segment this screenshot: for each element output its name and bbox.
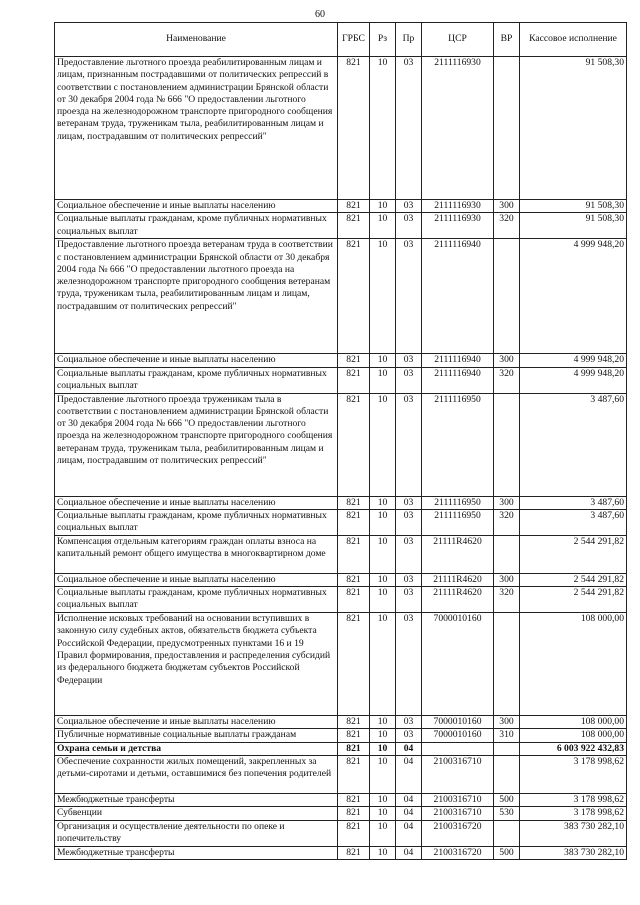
row-amount: 3 178 998,62 bbox=[520, 807, 627, 820]
row-amount: 3 487,60 bbox=[520, 509, 627, 535]
row-vr: 300 bbox=[494, 496, 520, 509]
row-pr: 03 bbox=[396, 535, 422, 573]
row-csr: 21111R4620 bbox=[422, 573, 494, 586]
row-grbs: 821 bbox=[338, 613, 370, 716]
row-csr: 7000010160 bbox=[422, 716, 494, 729]
table-row bbox=[55, 716, 627, 729]
table-header-row bbox=[55, 23, 627, 57]
row-amount: 2 544 291,82 bbox=[520, 573, 627, 586]
row-name: Социальные выплаты гражданам, кроме публичных нормативных социальных выплат bbox=[55, 213, 338, 239]
table-row bbox=[55, 200, 627, 213]
row-pr: 03 bbox=[396, 239, 422, 354]
row-amount: 4 999 948,20 bbox=[520, 367, 627, 393]
header-rz: Рз bbox=[370, 23, 396, 57]
row-vr bbox=[494, 57, 520, 200]
row-name: Социальное обеспечение и иные выплаты населению bbox=[55, 496, 338, 509]
row-rz: 10 bbox=[370, 807, 396, 820]
row-amount: 91 508,30 bbox=[520, 57, 627, 200]
header-amount: Кассовое исполнение bbox=[520, 23, 627, 57]
row-pr: 04 bbox=[396, 820, 422, 846]
row-name: Охрана семьи и детства bbox=[55, 742, 338, 755]
row-rz: 10 bbox=[370, 794, 396, 807]
row-grbs: 821 bbox=[338, 716, 370, 729]
row-rz: 10 bbox=[370, 354, 396, 367]
row-pr: 03 bbox=[396, 509, 422, 535]
row-pr: 03 bbox=[396, 200, 422, 213]
row-amount: 383 730 282,10 bbox=[520, 820, 627, 846]
row-grbs: 821 bbox=[338, 393, 370, 496]
row-csr: 2100316720 bbox=[422, 820, 494, 846]
table-row bbox=[55, 846, 627, 859]
row-pr: 04 bbox=[396, 794, 422, 807]
row-name: Социальное обеспечение и иные выплаты населению bbox=[55, 200, 338, 213]
row-amount: 4 999 948,20 bbox=[520, 239, 627, 354]
table-row bbox=[55, 535, 627, 573]
row-rz: 10 bbox=[370, 613, 396, 716]
row-name: Межбюджетные трансферты bbox=[55, 846, 338, 859]
row-name: Социальные выплаты гражданам, кроме публичных нормативных социальных выплат bbox=[55, 367, 338, 393]
table-row bbox=[55, 239, 627, 354]
row-amount: 2 544 291,82 bbox=[520, 535, 627, 573]
row-grbs: 821 bbox=[338, 729, 370, 742]
table-row bbox=[55, 742, 627, 755]
row-grbs: 821 bbox=[338, 239, 370, 354]
row-csr: 2111116950 bbox=[422, 496, 494, 509]
table-row bbox=[55, 807, 627, 820]
row-rz: 10 bbox=[370, 573, 396, 586]
row-grbs: 821 bbox=[338, 846, 370, 859]
row-pr: 03 bbox=[396, 496, 422, 509]
row-csr: 7000010160 bbox=[422, 729, 494, 742]
row-amount: 6 003 922 432,83 bbox=[520, 742, 627, 755]
row-amount: 91 508,30 bbox=[520, 213, 627, 239]
row-csr: 21111R4620 bbox=[422, 587, 494, 613]
row-csr: 2111116930 bbox=[422, 200, 494, 213]
row-vr: 320 bbox=[494, 509, 520, 535]
row-name: Социальное обеспечение и иные выплаты населению bbox=[55, 573, 338, 586]
row-name: Субвенции bbox=[55, 807, 338, 820]
row-rz: 10 bbox=[370, 716, 396, 729]
row-vr bbox=[494, 239, 520, 354]
row-name: Предоставление льготного проезда труженикам тыла в соответствии с постановлением администрации Брянской области от 30 декабря 2004 года № 666 "О предоставлении льготного проезда на железнодорожном транспорте пригородного сообщения ветеранам труда, труженикам тыла, реабилитированным лицам и лицам, пострадавшим от политических репрессий" bbox=[55, 393, 338, 496]
row-pr: 03 bbox=[396, 716, 422, 729]
row-pr: 03 bbox=[396, 393, 422, 496]
header-name: Наименование bbox=[55, 23, 338, 57]
row-vr: 320 bbox=[494, 367, 520, 393]
row-rz: 10 bbox=[370, 820, 396, 846]
row-csr: 2111116940 bbox=[422, 367, 494, 393]
row-grbs: 821 bbox=[338, 820, 370, 846]
row-rz: 10 bbox=[370, 367, 396, 393]
row-csr bbox=[422, 742, 494, 755]
row-pr: 03 bbox=[396, 367, 422, 393]
row-vr bbox=[494, 393, 520, 496]
row-vr: 500 bbox=[494, 794, 520, 807]
row-amount: 91 508,30 bbox=[520, 200, 627, 213]
row-pr: 03 bbox=[396, 587, 422, 613]
row-grbs: 821 bbox=[338, 587, 370, 613]
row-vr bbox=[494, 613, 520, 716]
table-row bbox=[55, 729, 627, 742]
row-csr: 2111116940 bbox=[422, 239, 494, 354]
header-csr: ЦСР bbox=[422, 23, 494, 57]
row-amount: 2 544 291,82 bbox=[520, 587, 627, 613]
row-rz: 10 bbox=[370, 729, 396, 742]
row-grbs: 821 bbox=[338, 509, 370, 535]
row-rz: 10 bbox=[370, 57, 396, 200]
row-csr: 2100316720 bbox=[422, 846, 494, 859]
row-rz: 10 bbox=[370, 742, 396, 755]
budget-execution-table bbox=[54, 22, 627, 860]
row-amount: 4 999 948,20 bbox=[520, 354, 627, 367]
row-rz: 10 bbox=[370, 393, 396, 496]
row-name: Предоставление льготного проезда реабилитированным лицам и лицам, признанным пострадавшими от политических репрессий в соответствии с постановлением администрации Брянской области от 30 декабря 2004 года № 666 "О предоставлении льготного проезда на железнодорожном транспорте пригородного сообщения ветеранам труда, труженикам тыла, реабилитированным лицам и лицам, пострадавшим от политических репрессий" bbox=[55, 57, 338, 200]
row-pr: 04 bbox=[396, 807, 422, 820]
row-grbs: 821 bbox=[338, 756, 370, 794]
row-rz: 10 bbox=[370, 239, 396, 354]
row-vr: 320 bbox=[494, 587, 520, 613]
row-vr bbox=[494, 535, 520, 573]
row-csr: 2111116930 bbox=[422, 213, 494, 239]
row-vr bbox=[494, 820, 520, 846]
header-pr: Пр bbox=[396, 23, 422, 57]
row-rz: 10 bbox=[370, 846, 396, 859]
row-name: Публичные нормативные социальные выплаты гражданам bbox=[55, 729, 338, 742]
row-grbs: 821 bbox=[338, 742, 370, 755]
row-vr: 310 bbox=[494, 729, 520, 742]
row-pr: 03 bbox=[396, 354, 422, 367]
row-rz: 10 bbox=[370, 756, 396, 794]
row-name: Межбюджетные трансферты bbox=[55, 794, 338, 807]
table-row bbox=[55, 820, 627, 846]
row-amount: 3 178 998,62 bbox=[520, 794, 627, 807]
row-csr: 21111R4620 bbox=[422, 535, 494, 573]
row-rz: 10 bbox=[370, 509, 396, 535]
row-grbs: 821 bbox=[338, 496, 370, 509]
row-amount: 383 730 282,10 bbox=[520, 846, 627, 859]
row-csr: 2100316710 bbox=[422, 756, 494, 794]
row-grbs: 821 bbox=[338, 213, 370, 239]
row-vr: 300 bbox=[494, 354, 520, 367]
row-vr: 320 bbox=[494, 213, 520, 239]
row-name: Социальное обеспечение и иные выплаты населению bbox=[55, 354, 338, 367]
table-row bbox=[55, 613, 627, 716]
row-grbs: 821 bbox=[338, 794, 370, 807]
table-row bbox=[55, 573, 627, 586]
row-csr: 2111116950 bbox=[422, 393, 494, 496]
header-vr: ВР bbox=[494, 23, 520, 57]
row-pr: 04 bbox=[396, 846, 422, 859]
row-csr: 2100316710 bbox=[422, 807, 494, 820]
row-vr bbox=[494, 742, 520, 755]
row-pr: 04 bbox=[396, 756, 422, 794]
row-grbs: 821 bbox=[338, 535, 370, 573]
row-amount: 3 178 998,62 bbox=[520, 756, 627, 794]
row-grbs: 821 bbox=[338, 57, 370, 200]
row-pr: 03 bbox=[396, 213, 422, 239]
row-amount: 108 000,00 bbox=[520, 716, 627, 729]
row-name: Социальные выплаты гражданам, кроме публичных нормативных социальных выплат bbox=[55, 509, 338, 535]
table-row bbox=[55, 496, 627, 509]
table-row bbox=[55, 587, 627, 613]
row-amount: 3 487,60 bbox=[520, 496, 627, 509]
row-rz: 10 bbox=[370, 535, 396, 573]
row-pr: 03 bbox=[396, 573, 422, 586]
table-row bbox=[55, 57, 627, 200]
row-grbs: 821 bbox=[338, 354, 370, 367]
row-vr: 530 bbox=[494, 807, 520, 820]
row-csr: 2111116950 bbox=[422, 509, 494, 535]
row-grbs: 821 bbox=[338, 573, 370, 586]
table-row bbox=[55, 213, 627, 239]
row-name: Компенсация отдельным категориям граждан оплаты взноса на капитальный ремонт общего имущества в многоквартирном доме bbox=[55, 535, 338, 573]
row-name: Обеспечение сохранности жилых помещений, закрепленных за детьми-сиротами и детьми, оставшимися без попечения родителей bbox=[55, 756, 338, 794]
row-csr: 2100316710 bbox=[422, 794, 494, 807]
row-grbs: 821 bbox=[338, 807, 370, 820]
row-grbs: 821 bbox=[338, 200, 370, 213]
row-rz: 10 bbox=[370, 587, 396, 613]
table-row bbox=[55, 354, 627, 367]
row-rz: 10 bbox=[370, 213, 396, 239]
row-name: Предоставление льготного проезда ветеранам труда в соответствии с постановлением администрации Брянской области от 30 декабря 2004 года № 666 "О предоставлении льготного проезда на железнодорожном транспорте пригородного сообщения ветеранам труда, труженикам тыла, реабилитированным лицам и лицам, пострадавшим от политических репрессий" bbox=[55, 239, 338, 354]
row-vr bbox=[494, 756, 520, 794]
row-pr: 03 bbox=[396, 613, 422, 716]
row-amount: 3 487,60 bbox=[520, 393, 627, 496]
row-rz: 10 bbox=[370, 200, 396, 213]
header-grbs: ГРБС bbox=[338, 23, 370, 57]
row-rz: 10 bbox=[370, 496, 396, 509]
table-row bbox=[55, 393, 627, 496]
row-name: Исполнение исковых требований на основании вступивших в законную силу судебных актов, обязательств бюджета субъекта Российской Федерации, предусмотренных пунктами 16 и 19 Правил формирования, предоставления и распределения субсидий из федерального бюджета бюджетам субъектов Российской Федерации bbox=[55, 613, 338, 716]
row-vr: 300 bbox=[494, 716, 520, 729]
row-pr: 03 bbox=[396, 729, 422, 742]
row-name: Социальные выплаты гражданам, кроме публичных нормативных социальных выплат bbox=[55, 587, 338, 613]
row-name: Организация и осуществление деятельности по опеке и попечительству bbox=[55, 820, 338, 846]
row-amount: 108 000,00 bbox=[520, 613, 627, 716]
row-vr: 300 bbox=[494, 573, 520, 586]
page-number: 60 bbox=[315, 9, 325, 20]
table-row bbox=[55, 509, 627, 535]
row-vr: 500 bbox=[494, 846, 520, 859]
row-name: Социальное обеспечение и иные выплаты населению bbox=[55, 716, 338, 729]
row-vr: 300 bbox=[494, 200, 520, 213]
row-csr: 7000010160 bbox=[422, 613, 494, 716]
row-pr: 03 bbox=[396, 57, 422, 200]
table-row bbox=[55, 794, 627, 807]
table-row bbox=[55, 756, 627, 794]
row-grbs: 821 bbox=[338, 367, 370, 393]
row-pr: 04 bbox=[396, 742, 422, 755]
row-amount: 108 000,00 bbox=[520, 729, 627, 742]
row-csr: 2111116930 bbox=[422, 57, 494, 200]
table-row bbox=[55, 367, 627, 393]
row-csr: 2111116940 bbox=[422, 354, 494, 367]
